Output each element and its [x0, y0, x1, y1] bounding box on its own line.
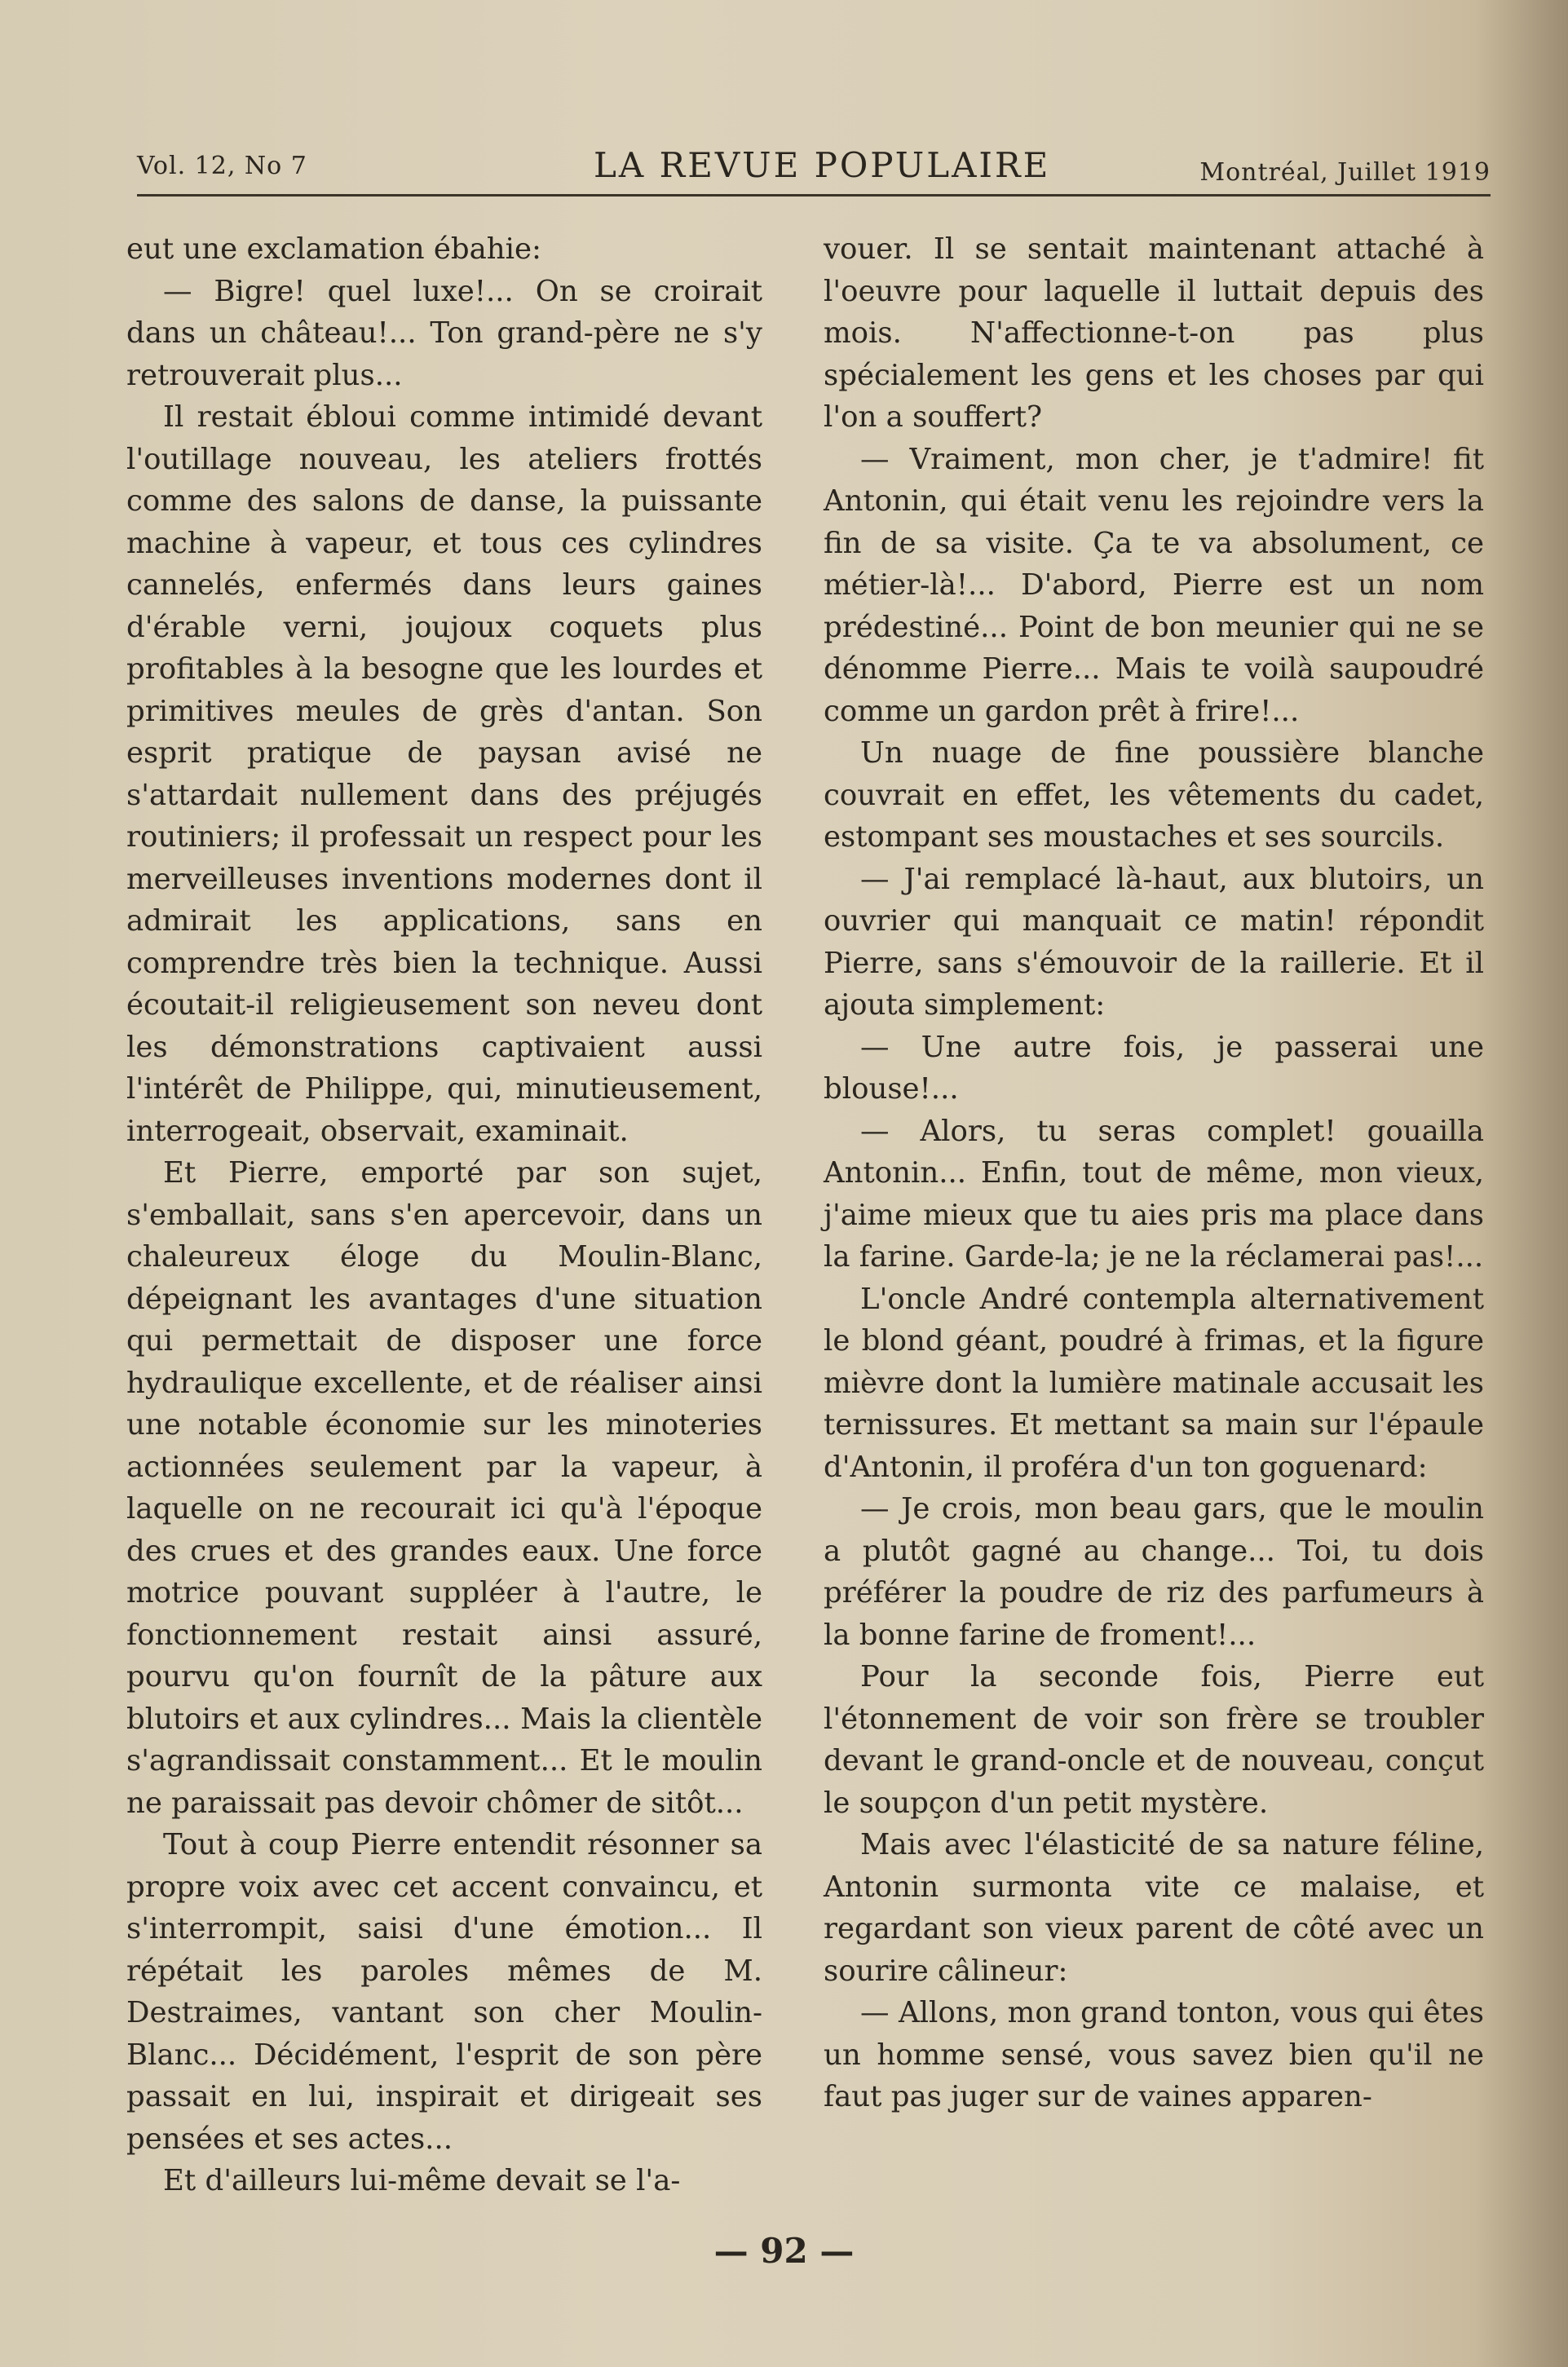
paragraph: Un nuage de fine poussière blanche couvrait en effet, les vêtements du cadet, estompant ses moustaches et ses sourcils. — [824, 736, 1484, 854]
paragraph: Il restait ébloui comme intimidé devant l'outillage nouveau, les ateliers frottés comme des salons de danse, la puissante machine à vapeur, et tous ces cylindres cannelés, enfermés dans leurs gaines d'érable verni, joujoux coquets plus profitables à la besogne que les lourdes et primitives meules de grès d'antan. Son esprit pratique de paysan avisé ne s'attardait nullement dans des préjugés routiniers; il professait un respect pour les merveilleuses inventions modernes dont il admirait les applications, sans en comprendre très bien la technique. Aussi écoutait-il religieusement son neveu dont les démonstrations captivaient aussi l'intérêt de Philippe, qui, minutieusement, interrogeait, observait, examinait. — [126, 400, 762, 1148]
left-column — [126, 228, 762, 2197]
magazine-title: LA REVUE POPULAIRE — [594, 145, 1051, 185]
paragraph: Mais avec l'élasticité de sa nature féline, Antonin surmonta vite ce malaise, et regardant son vieux parent de côté avec un sourire câlineur: — [824, 1828, 1484, 1988]
place-date: Montréal, Juillet 1919 — [1199, 158, 1491, 187]
paragraph: Tout à coup Pierre entendit résonner sa propre voix avec cet accent convaincu, et s'interrompit, saisi d'une émotion... Il répétait les paroles mêmes de M. Destraimes, vantant son cher Moulin-Blanc... Décidément, l'esprit de son père passait en lui, inspirait et dirigeait ses pensées et ses actes... — [126, 1828, 762, 2156]
volume-number: Vol. 12, No 7 — [137, 152, 307, 180]
paragraph: — Je crois, mon beau gars, que le moulin a plutôt gagné au change... Toi, tu dois préférer la poudre de riz des parfumeurs à la bonne farine de froment!... — [824, 1492, 1484, 1652]
paragraph: eut une exclamation ébahie: — [126, 232, 541, 266]
page-header — [137, 145, 1491, 197]
paragraph: — Bigre! quel luxe!... On se croirait dans un château!... Ton grand-père ne s'y retrouverait plus... — [126, 274, 762, 392]
paragraph: — J'ai remplacé là-haut, aux blutoirs, un ouvrier qui manquait ce matin! répondit Pierre, sans s'émouvoir de la raillerie. Et il ajouta simplement: — [824, 862, 1484, 1022]
paragraph: Et d'ailleurs lui-même devait se l'a- — [163, 2164, 681, 2197]
paragraph: — Une autre fois, je passerai une blouse!... — [824, 1030, 1484, 1106]
paragraph: vouer. Il se sentait maintenant attaché à l'oeuvre pour laquelle il luttait depuis des mois. N'affectionne-t-on pas plus spécialement les gens et les choses par qui l'on a souffert? — [824, 232, 1484, 434]
paragraph: — Vraiment, mon cher, je t'admire! fit Antonin, qui était venu les rejoindre vers la fin de sa visite. Ça te va absolument, ce métier-là!... D'abord, Pierre est un nom prédestiné... Point de bon meunier qui ne se dénomme Pierre... Mais te voilà saupoudré comme un gardon prêt à frire!... — [824, 442, 1484, 728]
paragraph: — Allons, mon grand tonton, vous qui êtes un homme sensé, vous savez bien qu'il ne faut pas juger sur de vaines apparen- — [824, 1996, 1484, 2113]
page-number: — 92 — — [713, 2231, 855, 2271]
paragraph: — Alors, tu seras complet! gouailla Antonin... Enfin, tout de même, mon vieux, j'aime mieux que tu aies pris ma place dans la farine. Garde-la; je ne la réclamerai pas!... — [824, 1114, 1484, 1274]
paragraph: Pour la seconde fois, Pierre eut l'étonnement de voir son frère se troubler devant le grand-oncle et de nouveau, conçut le soupçon d'un petit mystère. — [824, 1660, 1484, 1820]
paragraph: Et Pierre, emporté par son sujet, s'emballait, sans s'en apercevoir, dans un chaleureux éloge du Moulin-Blanc, dépeignant les avantages d'une situation qui permettait de disposer une force hydraulique excellente, et de réaliser ainsi une notable économie sur les minoteries actionnées seulement par la vapeur, à laquelle on ne recourait ici qu'à l'époque des crues et des grandes eaux. Une force motrice pouvant suppléer à l'autre, le fonctionnement restait ainsi assuré, pourvu qu'on fournît de la pâture aux blutoirs et aux cylindres... Mais la clientèle s'agrandissait constamment... Et le moulin ne paraissait pas devoir chômer de sitôt... — [126, 1156, 762, 1820]
paragraph: L'oncle André contempla alternativement le blond géant, poudré à frimas, et la figure mièvre dont la lumière matinale accusait les ternissures. Et mettant sa main sur l'épaule d'Antonin, il proféra d'un ton goguenard: — [824, 1282, 1484, 1484]
right-column — [824, 228, 1484, 2185]
